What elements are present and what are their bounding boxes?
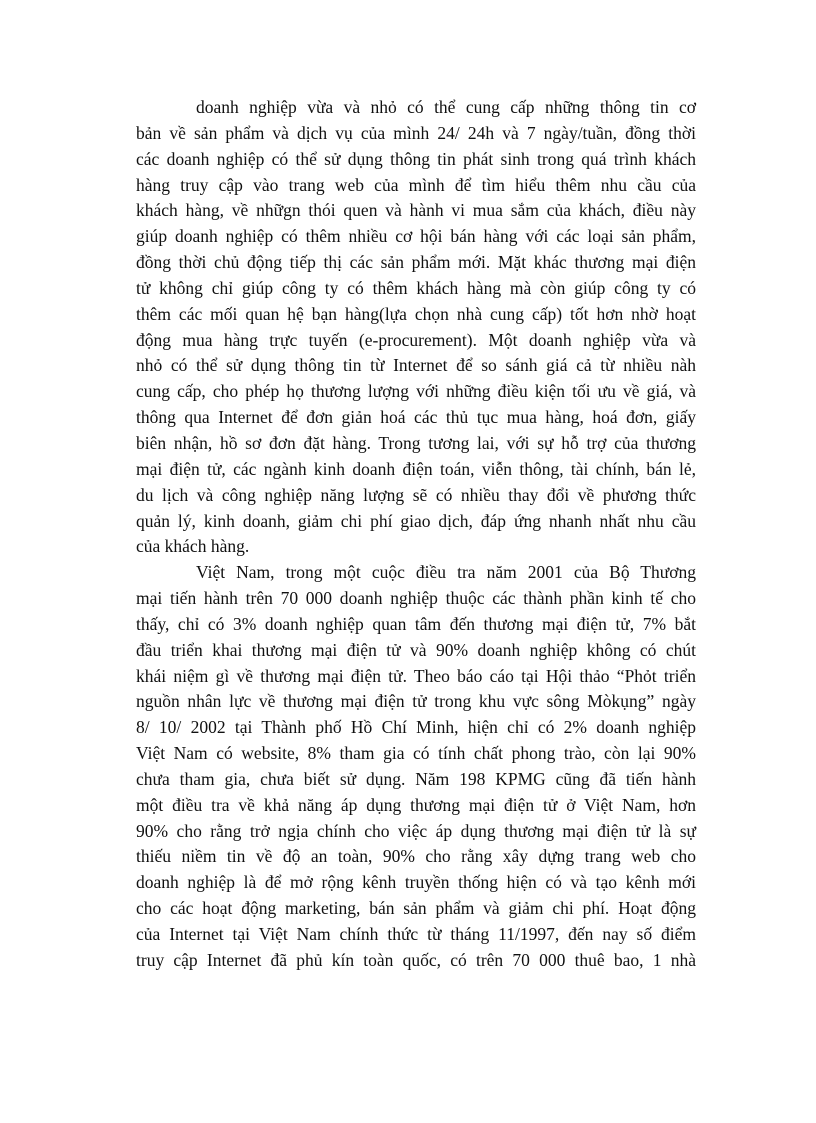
text-line: tử không chỉ giúp công ty có thêm khách hàng mà còn giúp công ty có <box>136 277 696 298</box>
text-line: Việt Nam có website, 8% tham gia có tính chất phong trào, còn lại 90% <box>136 743 696 764</box>
text-line: 90% cho rằng trở ngịa chính cho việc áp dụng thương mại điện tử là sự <box>136 820 696 841</box>
text-line: cho các hoạt động marketing, bán sản phẩm và giảm chi phí. Hoạt động <box>136 898 696 919</box>
text-line: biên nhận, hồ sơ đơn đặt hàng. Trong tương lai, với sự hỗ trợ của thương <box>136 432 696 453</box>
text-line: du lịch và công nghiệp năng lượng sẽ có nhiều thay đổi về phương thức <box>136 484 696 505</box>
text-line: thấy, chỉ có 3% doanh nghiệp quan tâm đến thương mại điện tử, 7% bắt <box>136 613 696 634</box>
text-line: của Internet tại Việt Nam chính thức từ tháng 11/1997, đến nay số điểm <box>136 924 696 944</box>
text-line: thiếu niềm tin về độ an toàn, 90% cho rằng xây dựng trang web cho <box>136 846 696 867</box>
text-line: hàng truy cập vào trang web của mình để tìm hiểu thêm nhu cầu của <box>136 174 696 195</box>
body-text <box>136 95 696 974</box>
text-line: khái niệm gì về thương mại điện tử. Theo báo cáo tại Hội thảo “Phỏt triển <box>136 665 696 686</box>
text-line: giúp doanh nghiệp có thêm nhiều cơ hội bán hàng với các loại sản phẩm, <box>136 226 696 247</box>
text-line: mại điện tử, các ngành kinh doanh điện toán, viễn thông, tài chính, bán lẻ, <box>136 458 696 479</box>
text-line: mại tiến hành trên 70 000 doanh nghiệp thuộc các thành phần kinh tế cho <box>136 588 696 609</box>
text-line: đồng thời chủ động tiếp thị các sản phẩm mới. Mặt khác thương mại điện <box>136 252 696 273</box>
text-line: cung cấp, cho phép họ thương lượng với những điều kiện tối ưu về giá, và <box>136 381 696 402</box>
text-line: thông qua Internet để đơn giản hoá các thủ tục mua hàng, hoá đơn, giấy <box>136 407 696 428</box>
text-line: 8/ 10/ 2002 tại Thành phố Hồ Chí Minh, hiện chỉ có 2% doanh nghiệp <box>136 717 696 738</box>
text-line: quản lý, kinh doanh, giảm chi phí giao dịch, đáp ứng nhanh nhất nhu cầu <box>136 510 696 531</box>
text-line: doanh nghiệp vừa và nhỏ có thể cung cấp những thông tin cơ <box>196 97 696 117</box>
text-line: nguồn nhân lực về thương mại điện tử trong khu vực sông Mòkụng” ngày <box>136 691 696 712</box>
text-line: thêm các mối quan hệ bạn hàng(lựa chọn nhà cung cấp) tốt hơn nhờ hoạt <box>136 303 696 324</box>
text-line: chưa tham gia, chưa biết sử dụng. Năm 198 KPMG cũng đã tiến hành <box>136 768 696 789</box>
text-line: doanh nghiệp là để mở rộng kênh truyền thống hiện có và tạo kênh mới <box>136 872 696 893</box>
text-line: của khách hàng. <box>136 536 250 557</box>
text-line: đầu triển khai thương mại điện tử và 90% doanh nghiệp không có chút <box>136 639 696 660</box>
text-line: bản về sản phẩm và dịch vụ của mình 24/ 24h và 7 ngày/tuần, đồng thời <box>136 122 696 143</box>
text-line: Việt Nam, trong một cuộc điều tra năm 2001 của Bộ Thương <box>196 562 696 583</box>
text-line: truy cập Internet đã phủ kín toàn quốc, có trên 70 000 thuê bao, 1 nhà <box>136 949 696 970</box>
text-line: nhỏ có thể sử dụng thông tin từ Internet để so sánh giá cả từ nhiều nàh <box>136 355 696 376</box>
text-line: động mua hàng trực tuyến (e-procurement). Một doanh nghiệp vừa và <box>136 329 696 350</box>
text-line: các doanh nghiệp có thể sử dụng thông tin phát sinh trong quá trình khách <box>136 148 696 169</box>
text-line: một điều tra về khả năng áp dụng thương mại điện tử ở Việt Nam, hơn <box>136 794 696 815</box>
text-line: khách hàng, về nhữgn thói quen và hành vi mua sắm của khách, điều này <box>136 200 696 221</box>
